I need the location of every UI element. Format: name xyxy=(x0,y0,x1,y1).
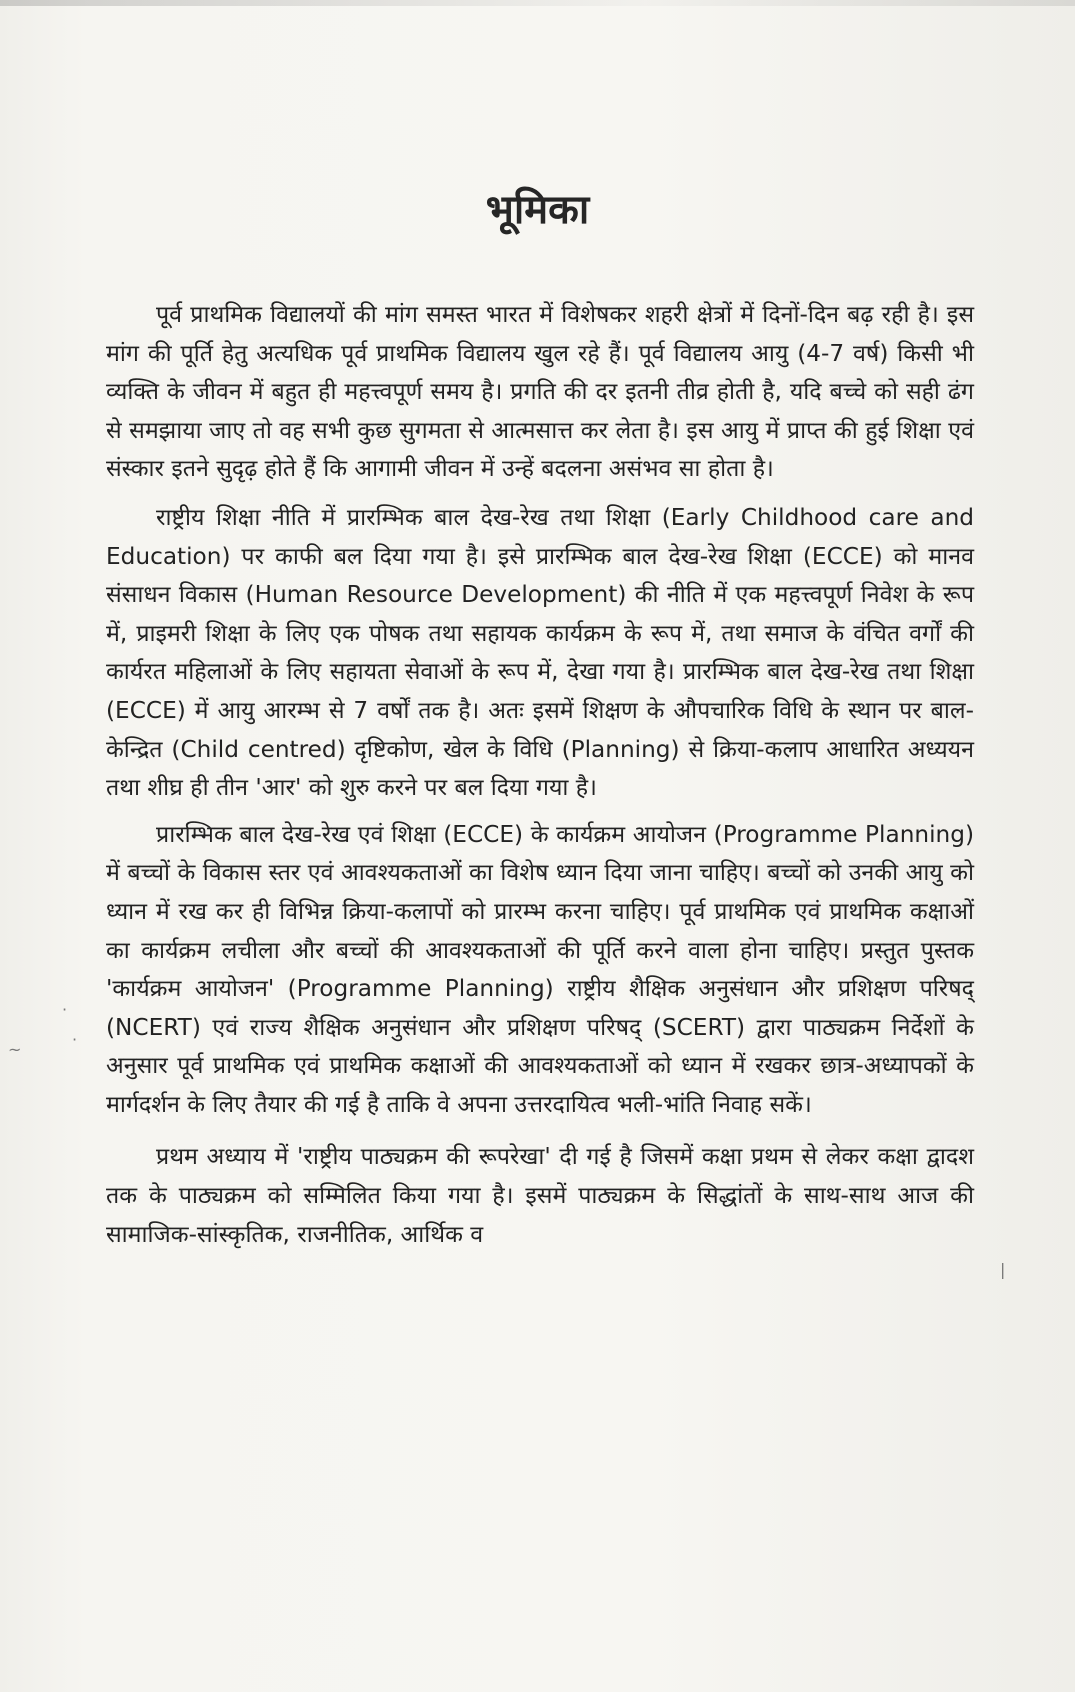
margin-speck-icon: | xyxy=(1000,1260,1006,1279)
paragraph-1: पूर्व प्राथमिक विद्यालयों की मांग समस्त भारत में विशेषकर शहरी क्षेत्रों में दिनों-दिन बढ़ रही है। इस मांग की पूर्ति हेतु अत्यधिक पूर्व प्राथमिक विद्यालय खुल रहे हैं। पूर्व विद्यालय आयु (4-7 वर्ष) किसी भी व्यक्ति के जीवन में बहुत ही महत्त्वपूर्ण समय है। प्रगति की दर इतनी तीव्र होती है, यदि बच्चे को सही ढंग से समझाया जाए तो वह सभी कुछ सुगमता से आत्मसात्त कर लेता है। इस आयु में प्राप्त की हुई शिक्षा एवं संस्कार इतने सुदृढ़ होते हैं कि आगामी जीवन में उन्हें बदलना असंभव सा होता है। xyxy=(106,301,974,483)
margin-speck-icon: · xyxy=(72,1030,78,1049)
margin-speck-icon: · xyxy=(62,1000,68,1019)
page-title: भूमिका xyxy=(485,187,590,233)
preface-body xyxy=(106,296,974,1268)
paragraph-2: राष्ट्रीय शिक्षा नीति में प्रारम्भिक बाल देख-रेख तथा शिक्षा (Early Childhood care and Education) पर काफी बल दिया गया है। इसे प्रारम्भिक बाल देख-रेख शिक्षा (ECCE) को मानव संसाधन विकास (Human Resource Development) की नीति में एक महत्त्वपूर्ण निवेश के रूप में, प्राइमरी शिक्षा के लिए एक पोषक तथा सहायक कार्यक्रम के रूप में, तथा समाज के वंचित वर्गों की कार्यरत महिलाओं के लिए सहायता सेवाओं के रूप में, देखा गया है। प्रारम्भिक बाल देख-रेख तथा शिक्षा (ECCE) में आयु आरम्भ से 7 वर्षों तक है। अतः इसमें शिक्षण के औपचारिक विधि के स्थान पर बाल-केन्द्रित (Child centred) दृष्टिकोण, खेल के विधि (Planning) से क्रिया-कलाप आधारित अध्ययन तथा शीघ्र ही तीन 'आर' को शुरु करने पर बल दिया गया है। xyxy=(106,503,974,802)
margin-speck-icon: ~ xyxy=(8,1040,22,1059)
paragraph-3: प्रारम्भिक बाल देख-रेख एवं शिक्षा (ECCE) के कार्यक्रम आयोजन (Programme Planning) में बच्चों के विकास स्तर एवं आवश्यकताओं का विशेष ध्यान दिया जाना चाहिए। बच्चों को उनकी आयु को ध्यान में रख कर ही विभिन्न क्रिया-कलापों को प्रारम्भ करना चाहिए। पूर्व प्राथमिक एवं प्राथमिक कक्षाओं का कार्यक्रम लचीला और बच्चों की आवश्यकताओं की पूर्ति करने वाला होना चाहिए। प्रस्तुत पुस्तक 'कार्यक्रम आयोजन' (Programme Planning) राष्ट्रीय शैक्षिक अनुसंधान और प्रशिक्षण परिषद् (NCERT) एवं राज्य शैक्षिक अनुसंधान और प्रशिक्षण परिषद् (SCERT) द्वारा पाठ्यक्रम निर्देशों के अनुसार पूर्व प्राथमिक एवं प्राथमिक कक्षाओं की आवश्यकताओं को ध्यान में रखकर छात्र-अध्यापकों के मार्गदर्शन के लिए तैयार की गई है ताकि वे अपना उत्तरदायित्व भली-भांति निवाह सकें। xyxy=(106,820,974,1118)
paragraph-4: प्रथम अध्याय में 'राष्ट्रीय पाठ्यक्रम की रूपरेखा' दी गई है जिसमें कक्षा प्रथम से लेकर कक्षा द्वादश तक के पाठ्यक्रम को सम्मिलित किया गया है। इसमें पाठ्यक्रम के सिद्धांतों के साथ-साथ आज की सामाजिक-सांस्कृतिक, राजनीतिक, आर्थिक व xyxy=(106,1143,974,1248)
page-top-edge xyxy=(0,0,1075,6)
